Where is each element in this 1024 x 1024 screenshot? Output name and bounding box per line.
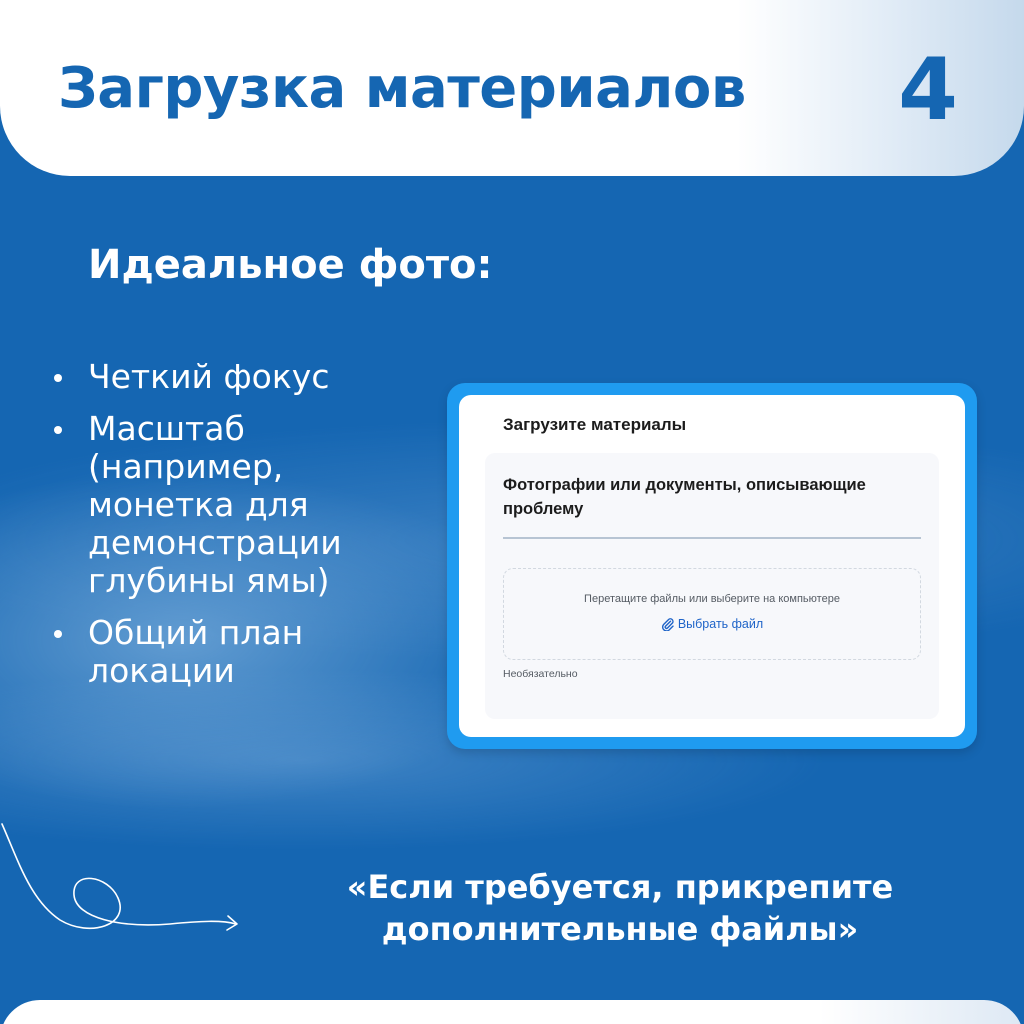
tip-item [52, 410, 412, 600]
file-dropzone[interactable] [503, 568, 921, 660]
choose-file-button[interactable] [504, 617, 920, 631]
tip-item [52, 614, 412, 690]
bullet-dot [54, 630, 62, 638]
section-subtitle: Идеальное фото: [88, 242, 493, 288]
upload-section-heading: Фотографии или документы, описывающие проблему [503, 476, 866, 518]
upload-screenshot-frame [447, 383, 977, 749]
curly-arrow-icon [0, 820, 260, 940]
optional-note: Необязательно [503, 668, 578, 680]
tip-item [52, 358, 412, 396]
tip-text: Четкий фокус [88, 357, 330, 396]
tips-list [52, 358, 412, 704]
footer-strip [0, 1000, 1024, 1024]
upload-form-card [459, 395, 965, 737]
bullet-dot [54, 426, 62, 434]
step-number: 4 [898, 40, 958, 140]
choose-file-label: Выбрать файл [677, 617, 764, 631]
paperclip-icon [661, 617, 674, 631]
header-banner [0, 0, 1024, 176]
quote-text: «Если требуется, прикрепите дополнительные файлы» [346, 868, 894, 948]
page-title: Загрузка материалов [58, 56, 746, 121]
upload-form-title: Загрузите материалы [503, 415, 687, 434]
tip-text: Общий план локации [88, 613, 304, 690]
dropzone-hint: Перетащите файлы или выберите на компьютере [584, 593, 840, 605]
upload-section-panel [485, 453, 939, 719]
section-divider [503, 537, 921, 539]
bullet-dot [54, 374, 62, 382]
tip-text: Масштаб (например, монетка для демонстрации глубины ямы) [88, 409, 342, 600]
